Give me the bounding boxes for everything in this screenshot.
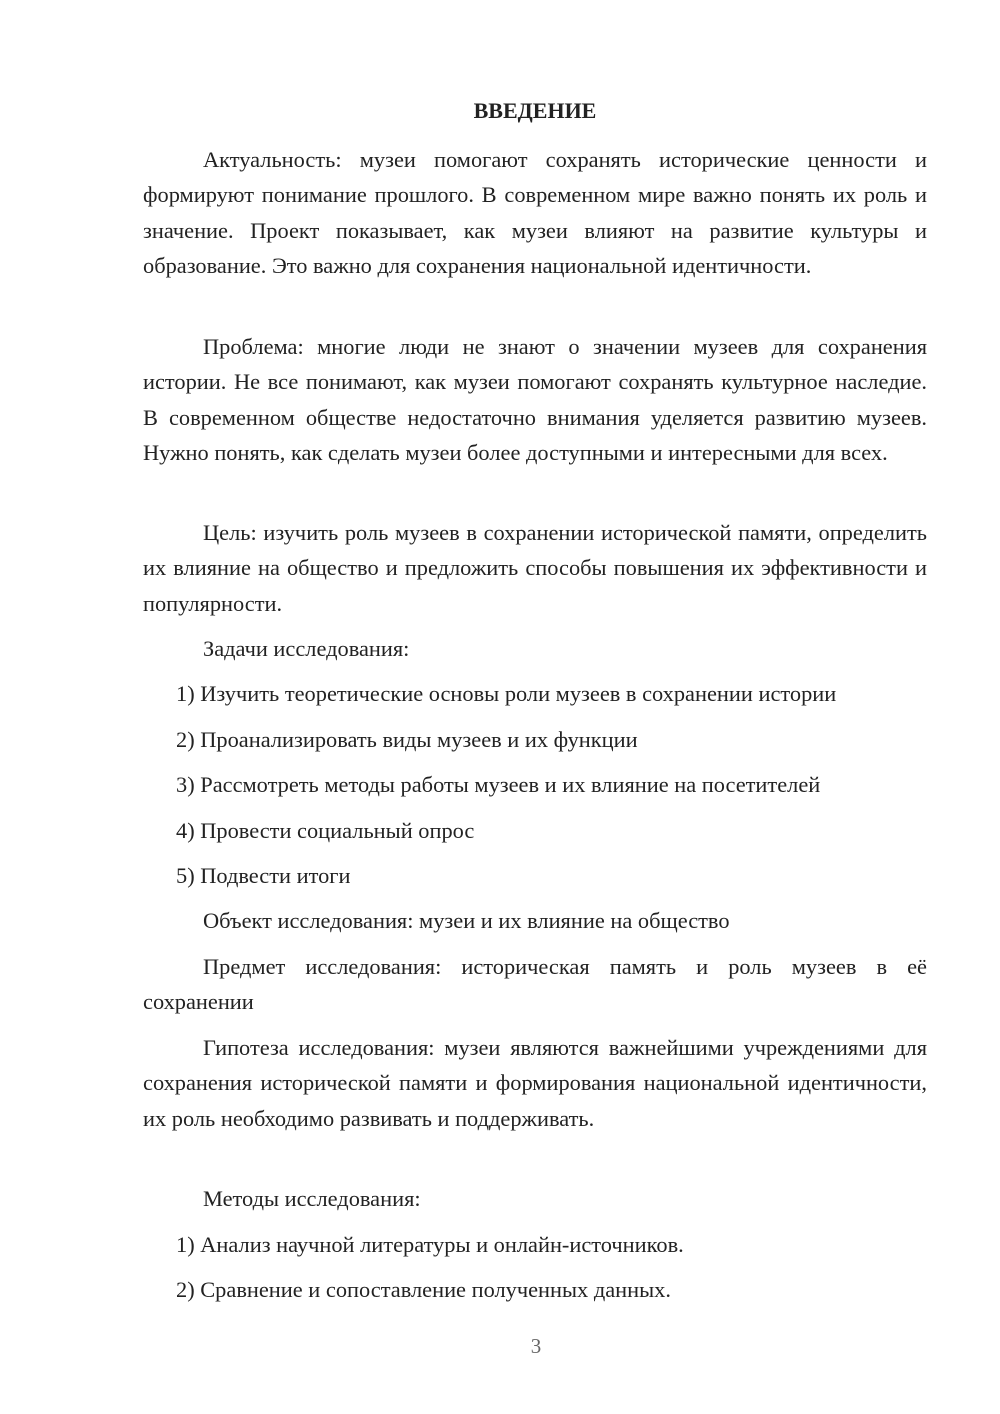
method-item-1: 1) Анализ научной литературы и онлайн-источников. — [176, 1232, 684, 1257]
task-item-2: 2) Проанализировать виды музеев и их функции — [176, 727, 638, 752]
problem-paragraph: Проблема: многие люди не знают о значении музеев для сохранения истории. Не все понимают, как музеи помогают сохранять культурное наследие. В современном обществе недостаточно внимания уделяется развитию музеев. Нужно понять, как сделать музеи более доступными и интересными для всех. — [143, 334, 927, 465]
page-number: 3 — [530, 1334, 542, 1358]
method-item-2: 2) Сравнение и сопоставление полученных данных. — [176, 1277, 671, 1302]
task-item-1: 1) Изучить теоретические основы роли музеев в сохранении истории — [176, 681, 837, 706]
object-paragraph: Объект исследования: музеи и их влияние на общество — [203, 908, 730, 933]
subject-paragraph: Предмет исследования: историческая память и роль музеев в её сохранении — [143, 954, 927, 1015]
task-item-3: 3) Рассмотреть методы работы музеев и их влияние на посетителей — [176, 772, 821, 797]
relevance-paragraph: Актуальность: музеи помогают сохранять исторические ценности и формируют понимание прошлого. В современном мире важно понять их роль и значение. Проект показывает, как музеи влияют на развитие культуры и образование. Это важно для сохранения национальной идентичности. — [143, 147, 927, 278]
goal-paragraph: Цель: изучить роль музеев в сохранении исторической памяти, определить их влияние на общество и предложить способы повышения их эффективности и популярности. — [143, 520, 927, 616]
hypothesis-paragraph: Гипотеза исследования: музеи являются важнейшими учреждениями для сохранения исторической памяти и формирования национальной идентичности, их роль необходимо развивать и поддерживать. — [143, 1035, 927, 1131]
methods-title: Методы исследования: — [203, 1186, 421, 1211]
task-item-5: 5) Подвести итоги — [176, 863, 351, 888]
section-heading: ВВЕДЕНИЕ — [473, 98, 597, 123]
tasks-title: Задачи исследования: — [203, 636, 410, 661]
task-item-4: 4) Провести социальный опрос — [176, 818, 475, 843]
